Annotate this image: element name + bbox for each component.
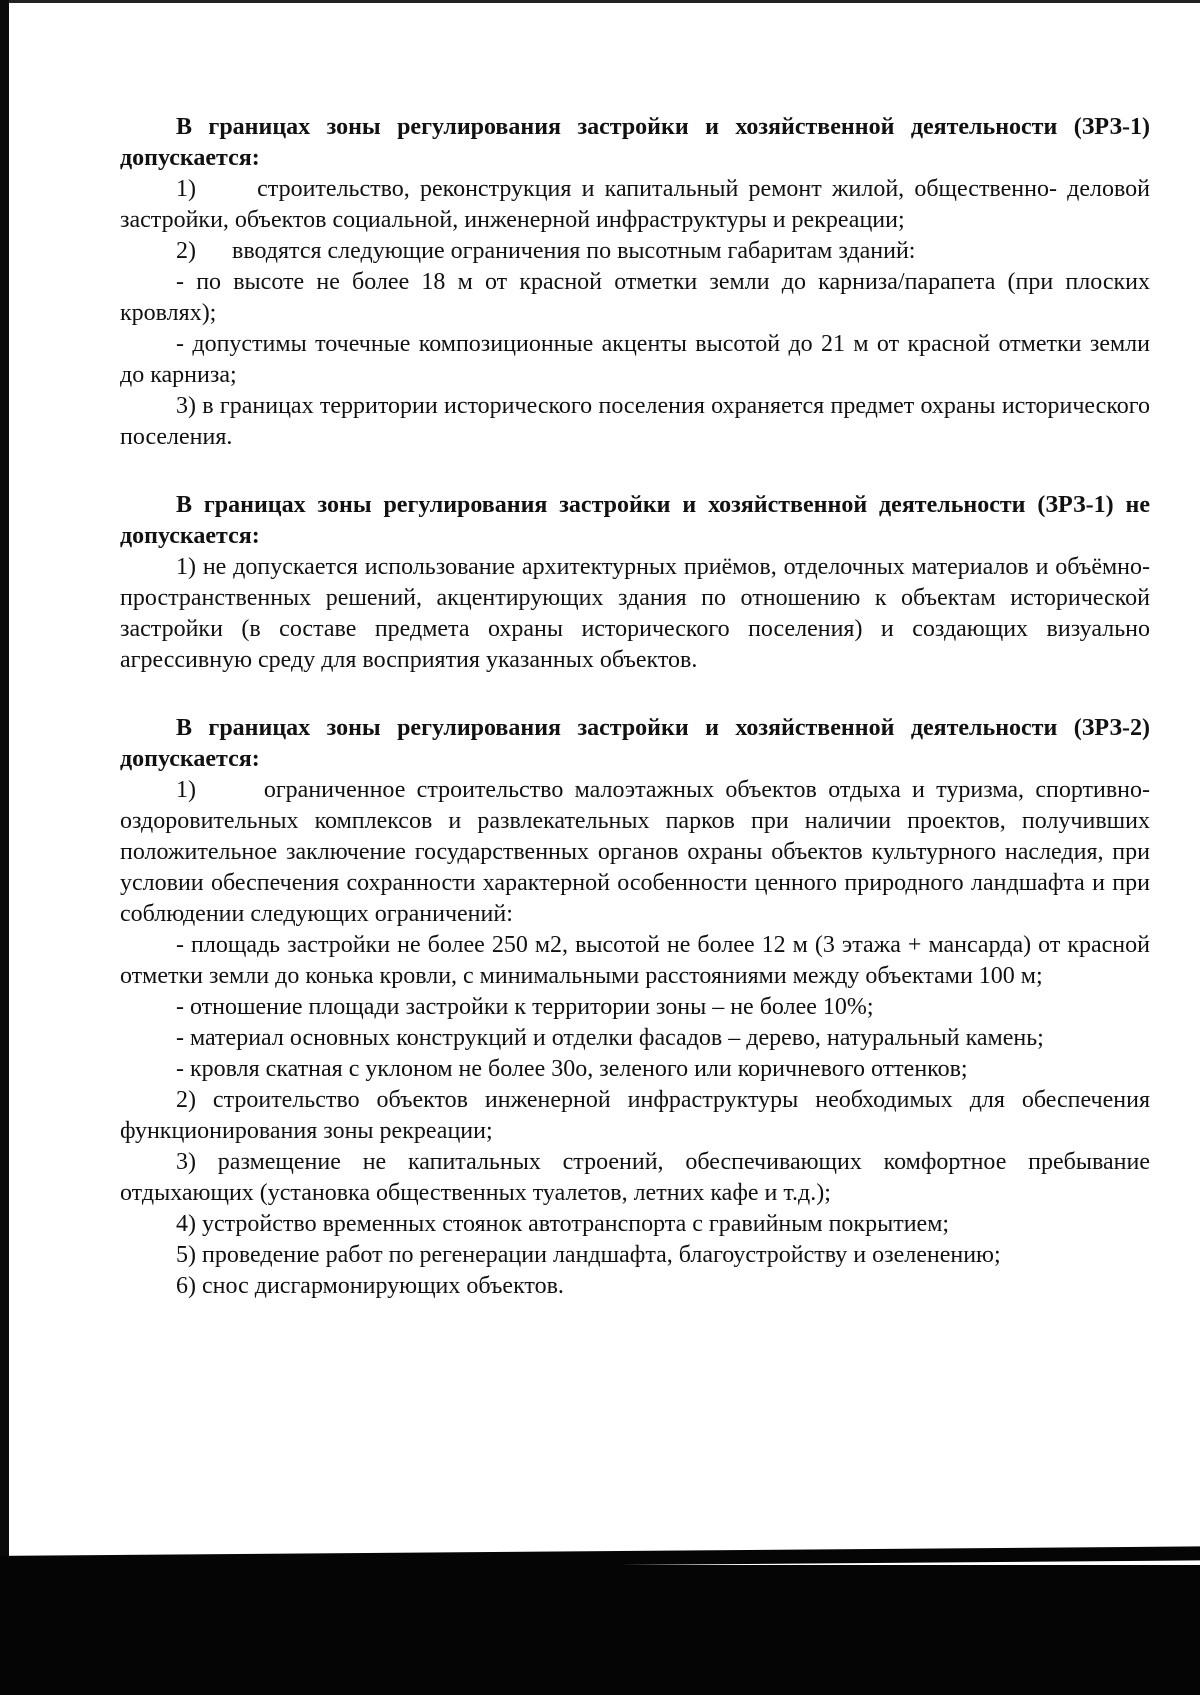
- scan-bottom-band: [0, 1565, 1200, 1695]
- section-zrz2-allowed: [120, 713, 1150, 1302]
- list-item: 3) в границах территории исторического поселения охраняется предмет охраны исторического поселения.: [120, 393, 1150, 450]
- list-item: 2) вводятся следующие ограничения по высотным габаритам зданий:: [176, 238, 916, 264]
- list-item: 1) не допускается использование архитектурных приёмов, отделочных материалов и объёмно-пространственных решений, акцентирующих здания по отношению к объектам исторической застройки (в составе предмета охраны исторического поселения) и создающих визуально агрессивную среду для восприятия указанных объектов.: [120, 554, 1150, 673]
- scan-top-edge: [0, 0, 1200, 3]
- list-item: 3) размещение не капитальных строений, обеспечивающих комфортное пребывание отдыхающих (установка общественных туалетов, летних кафе и т.д.);: [120, 1149, 1150, 1206]
- section-zrz1-not-allowed: [120, 490, 1150, 676]
- list-item: - материал основных конструкций и отделки фасадов – дерево, натуральный камень;: [176, 1025, 1044, 1051]
- section-heading: В границах зоны регулирования застройки и хозяйственной деятельности (ЗРЗ-1) допускается:: [120, 114, 1150, 171]
- list-item: - допустимы точечные композиционные акценты высотой до 21 м от красной отметки земли до карниза;: [120, 331, 1150, 388]
- list-item: - отношение площади застройки к территории зоны – не более 10%;: [176, 994, 874, 1020]
- list-item: - площадь застройки не более 250 м2, высотой не более 12 м (3 этажа + мансарда) от красной отметки земли до конька кровли, с минимальными расстояниями между объектами 100 м;: [120, 932, 1150, 989]
- list-item: 5) проведение работ по регенерации ландшафта, благоустройству и озеленению;: [176, 1242, 1001, 1268]
- list-item: 2) строительство объектов инженерной инфраструктуры необходимых для обеспечения функционирования зоны рекреации;: [120, 1087, 1150, 1144]
- list-item: 1) строительство, реконструкция и капитальный ремонт жилой, общественно- деловой застройки, объектов социальной, инженерной инфраструктуры и рекреации;: [120, 176, 1150, 233]
- list-item: - кровля скатная с уклоном не более 30о, зеленого или коричневого оттенков;: [176, 1056, 968, 1082]
- scan-left-edge: [0, 0, 9, 1560]
- list-item: 4) устройство временных стоянок автотранспорта с гравийным покрытием;: [176, 1211, 950, 1237]
- section-heading: В границах зоны регулирования застройки и хозяйственной деятельности (ЗРЗ-1) не допускается:: [120, 492, 1150, 549]
- list-item: - по высоте не более 18 м от красной отметки земли до карниза/парапета (при плоских кровлях);: [120, 269, 1150, 326]
- list-item: 6) снос дисгармонирующих объектов.: [176, 1273, 564, 1299]
- document-body: [120, 112, 1150, 1339]
- section-zrz1-allowed: [120, 112, 1150, 453]
- list-item: 1) ограниченное строительство малоэтажных объектов отдыха и туризма, спортивно-оздоровительных комплексов и развлекательных парков при наличии проектов, получивших положительное заключение государственных органов охраны объектов культурного наследия, при условии обеспечения сохранности характерной особенности ценного природного ландшафта и при соблюдении следующих ограничений:: [120, 777, 1150, 927]
- section-heading: В границах зоны регулирования застройки и хозяйственной деятельности (ЗРЗ-2) допускается:: [120, 715, 1150, 772]
